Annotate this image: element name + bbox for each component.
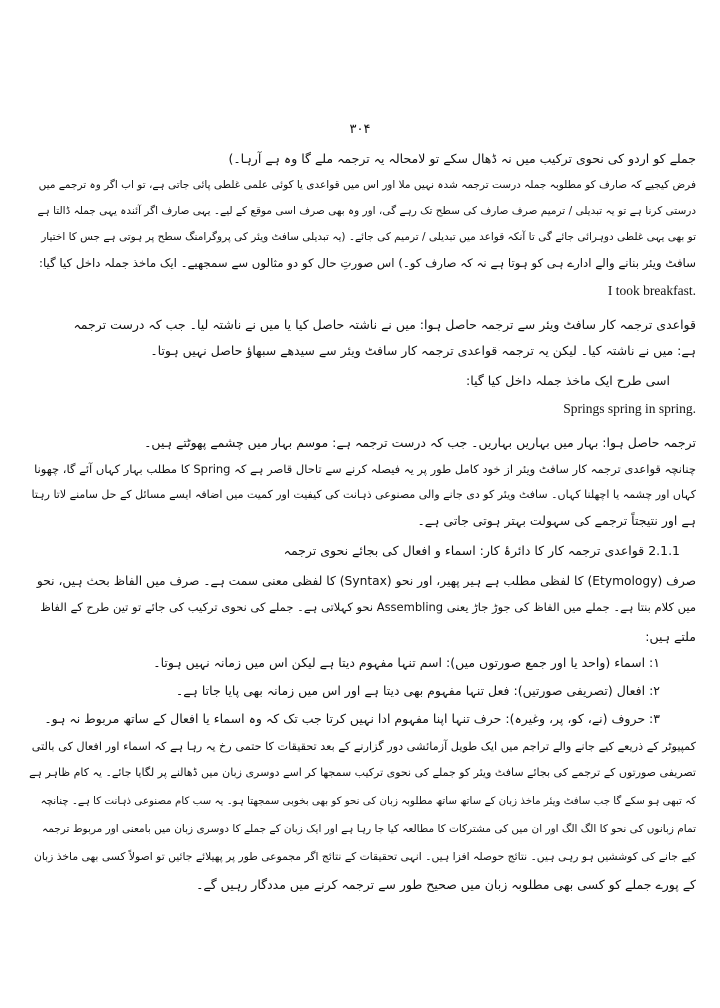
text-line: صرف (Etymology) کا لفظی مطلب ہے ہیر پھیر، اور نحو (Syntax) کا لفظی معنی سمت ہے۔ صرف میں الفاظ بحث ہیں، نحو xyxy=(36,574,696,588)
text-line: چنانچہ قواعدی ترجمہ کار سافٹ ویئر از خود کامل طور پر یہ فیصلہ کرنے سے تاحال قاصر ہے کہ Spring کا مطلب بہار کہاں آئے گا، چھونا xyxy=(34,462,696,476)
section-heading: 2.1.1 قواعدی ترجمہ کار کا دائرۂ کار: اسماء و افعال کی بجائے نحوی ترجمہ xyxy=(283,543,680,558)
text-line: ملتے ہیں: xyxy=(645,629,696,644)
page-number: ۳۰۴ xyxy=(349,122,371,137)
text-line: قواعدی ترجمہ کار سافٹ ویئر سے ترجمہ حاصل ہوا: میں نے ناشتہ حاصل کیا یا میں نے ناشتہ لیا۔ جب کہ درست ترجمہ xyxy=(73,317,696,332)
text-line: جملے کو اردو کی نحوی ترکیب میں نہ ڈھال سکے تو لامحالہ یہ ترجمہ ملے گا وہ ہے آرہا۔) xyxy=(228,151,696,166)
text-line: میں کلام بنتا ہے۔ جملے میں الفاظ کی جوڑ جاڑ یعنی Assembling نحو کہلاتی ہے۔ جملے کی نحوی ترکیب کی جائے تو تین طرح کے الفاظ xyxy=(40,600,696,614)
text-line: تو بھی یہی غلطی دوہرائی جائے گی تا آنکہ قواعد میں تبدیلی / ترمیم کی جائے۔ (یہ تبدیلی سافٹ ویئر کی پروگرامنگ سطح پر ہوتی ہے جس کا اختیار xyxy=(41,231,696,243)
list-item: ۱: اسماء (واحد یا اور جمع صورتوں میں): اسم تنہا مفہوم دیتا ہے لیکن اس میں زمانہ نہیں ہوتا۔ xyxy=(153,655,660,670)
example-sentence: Springs spring in spring. xyxy=(563,401,696,416)
text-line: کے پورے جملے کو کسی بھی مطلوبہ زبان میں صحیح طور سے ترجمہ کرنے میں مددگار رہیں گے۔ xyxy=(196,877,696,892)
text-line: کہ تبھی ہو سکے گا جب سافٹ ویئر ماخذ زبان کے ساتھ ساتھ مطلوبہ زبان کی نحو کو بھی بخوبی سمجھتا ہو۔ یہ سب کام مصنوعی ذہانت کا ہے۔ چنانچہ xyxy=(40,795,696,807)
text-line: ترجمہ حاصل ہوا: بہار میں بہاریں بہاریں۔ جب کہ درست ترجمہ ہے: موسم بہار میں چشمے پھوٹتے ہیں۔ xyxy=(144,435,696,450)
text-line: تمام زبانوں کی نحو کا الگ الگ اور ان میں کی مشترکات کا مطالعہ کیا جا رہا ہے اور ایک زبان کے جملے کا دوسری زبان میں بامعنی اور مربوط ترجمہ xyxy=(42,823,696,835)
text-line: ہے: میں نے ناشتہ کیا۔ لیکن یہ ترجمہ قواعدی ترجمہ کار سافٹ ویئر سے سیدھے سبھاؤ حاصل نہیں ہوتا۔ xyxy=(150,343,696,358)
list-item: ۲: افعال (تصریفی صورتیں): فعل تنہا مفہوم بھی دیتا ہے اور اس میں زمانہ بھی پایا جاتا ہے۔ xyxy=(175,683,660,698)
text-line: کمپیوٹر کے ذریعے کیے جانے والے تراجم میں ایک طویل آزمائشی دور گزارنے کے بعد تحقیقات کا حتمی رخ یہ رہا ہے کہ اسماء اور افعال کی بالتی xyxy=(31,740,696,753)
text-line: تصریفی صورتوں کے ترجمے کی بجائے سافٹ ویئر کو جملے کی نحوی ترکیب سمجھا کر اسے دوسری زبان میں ڈھالنے پر لگایا جائے۔ یہ کام ظاہر ہے xyxy=(29,766,696,779)
text-line: درستی کرنا ہے تو یہ تبدیلی / ترمیم صرف صارف کی سطح تک رہے گی، اور وہ بھی صرف اسی موقع کے لیے۔ یہی صارف اگر آئندہ یہی جملہ ڈالتا ہے xyxy=(37,205,696,217)
text-line: اسی طرح ایک ماخذ جملہ داخل کیا گیا: xyxy=(466,373,670,388)
list-item: ۳: حروف (نے، کو، پر، وغیرہ): حرف تنہا اپنا مفہوم ادا نہیں کرتا جب تک کہ وہ اسماء یا افعال کے ساتھ مربوط نہ ہو۔ xyxy=(44,711,660,726)
text-line: کہاں اور چشمہ یا اچھلنا کہاں۔ سافٹ ویئر کو دی جانے والی مصنوعی ذہانت کی کیفیت اور کمیت میں اضافہ ایسے مسائل کے حل سامنے لاتا رہتا xyxy=(31,488,696,501)
text-line: کیے جانے کی کوششیں ہو رہی ہیں۔ نتائج حوصلہ افزا ہیں۔ انہی تحقیقات کے نتائج اگر مجموعی طور پر پھیلائے جائیں تو اصولاً کسی بھی ماخذ زبان xyxy=(34,850,696,863)
example-sentence: I took breakfast. xyxy=(607,283,696,298)
text-line: فرض کیجیے کہ صارف کو مطلوبہ جملہ درست ترجمہ شدہ نہیں ملا اور اس میں قواعدی یا کوئی علمی غلطی پائی جاتی ہے، تو اب اگر وہ ترجمے میں xyxy=(38,179,696,191)
text-line: ہے اور نتیجتاً ترجمے کی سہولت بہتر ہوتی جاتی ہے۔ xyxy=(417,513,696,528)
text-line: سافٹ ویئر بنانے والے ادارے ہی کو ہوتا ہے نہ کہ صارف کو۔) اس صورتِ حال کو دو مثالوں سے سمجھیے۔ ایک ماخذ جملہ داخل کیا گیا: xyxy=(38,256,696,270)
